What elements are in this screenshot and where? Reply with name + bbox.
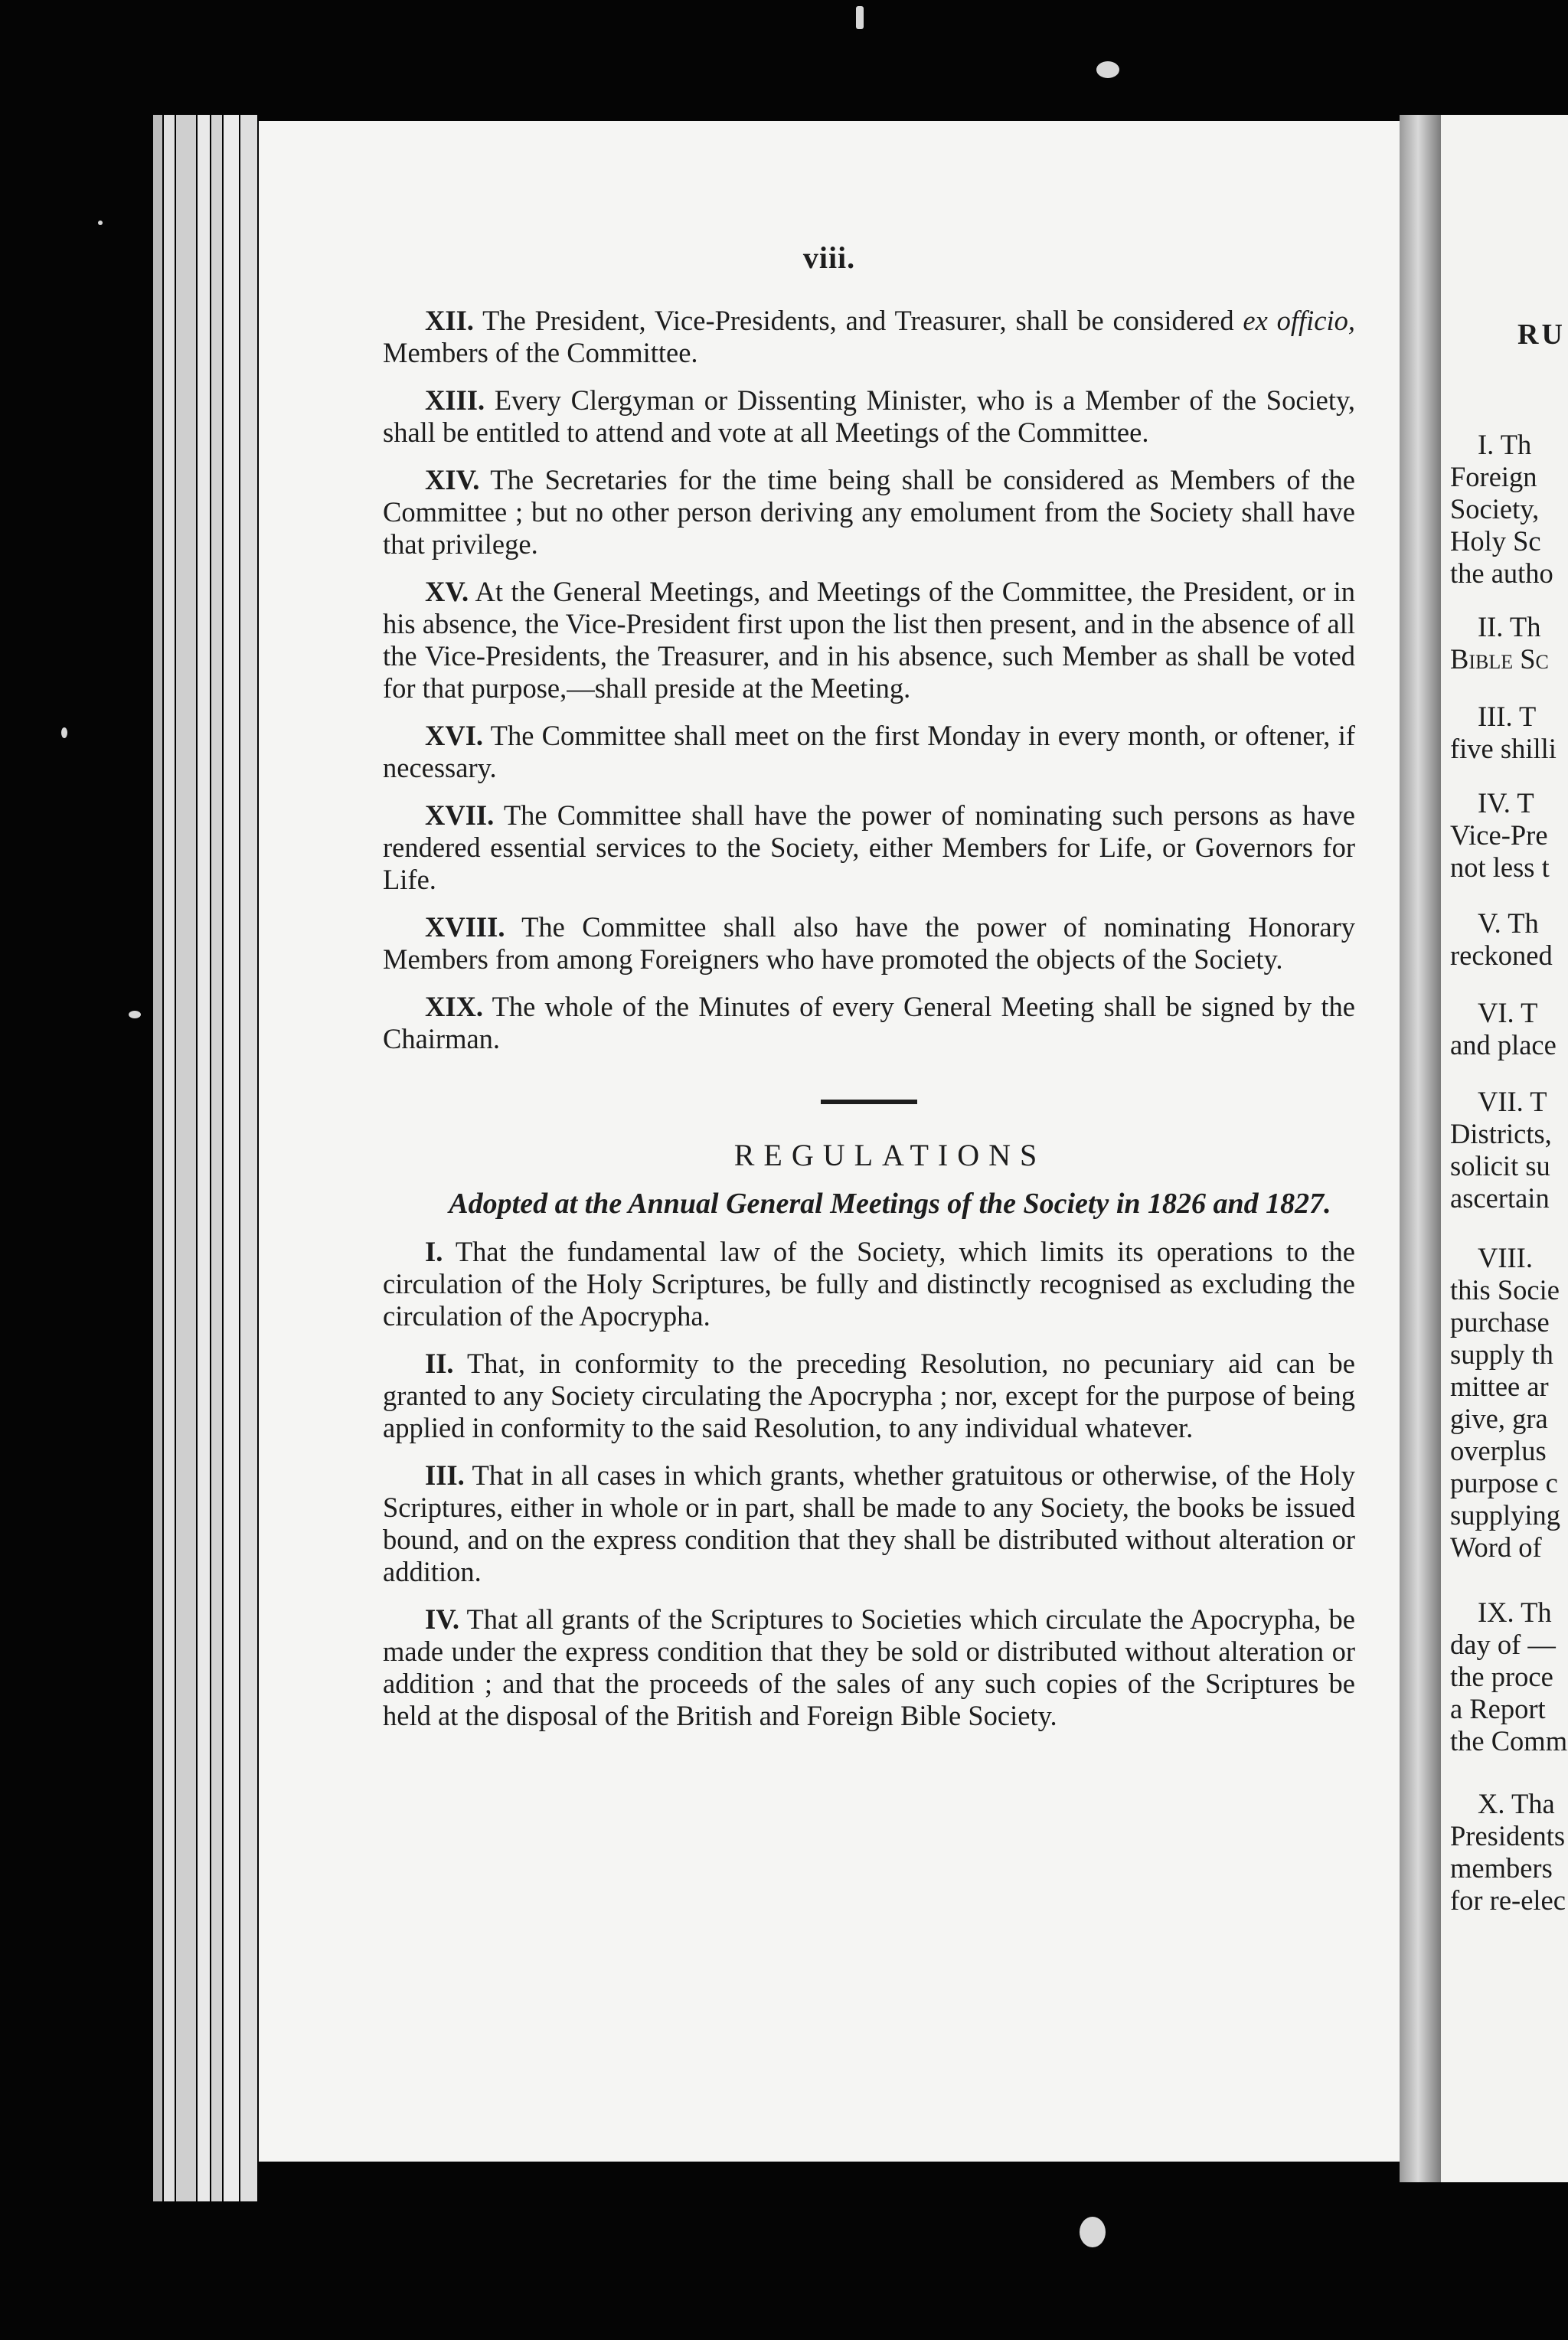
- facing-line: overplus: [1450, 1435, 1547, 1466]
- facing-line: purpose c: [1450, 1467, 1558, 1498]
- rule-number: XVII.: [425, 799, 495, 831]
- rule-number: XIX.: [425, 991, 484, 1022]
- facing-line: members: [1450, 1852, 1553, 1884]
- page-edge: [153, 115, 162, 2201]
- facing-page-heading: RU: [1517, 319, 1566, 351]
- rule-number: XIV.: [425, 464, 480, 495]
- facing-line: Word of: [1450, 1531, 1542, 1563]
- regulation-number: II.: [425, 1348, 454, 1379]
- facing-line: reckoned: [1450, 940, 1553, 971]
- regulation-number: III.: [425, 1459, 465, 1491]
- rule-number: XIII.: [425, 384, 485, 416]
- facing-line: the proce: [1450, 1661, 1553, 1692]
- rule-text: Every Clergyman or Dissenting Minister, who is a Member of the Society, shall be entitled to attend and vote at all Meetings of the Committee.: [383, 384, 1356, 448]
- book-page: [259, 121, 1400, 2162]
- regulations-subheading: Adopted at the Annual General Meetings of the Society in 1826 and 1827.: [449, 1188, 1331, 1220]
- dust-speck: [1096, 61, 1119, 78]
- regulation-text: That the fundamental law of the Society, which limits its operations to the circulation of the Holy Scriptures, be fully and distinctly recognised as excluding the circulation of the Apocrypha.: [383, 1236, 1355, 1332]
- regulation-paragraph: [383, 1236, 1355, 1332]
- facing-line: IV. T: [1478, 787, 1534, 819]
- rule-text-italic: ex officio,: [1243, 305, 1355, 336]
- facing-line: Foreign: [1450, 461, 1537, 492]
- facing-line: Districts,: [1450, 1118, 1552, 1149]
- facing-line: and place: [1450, 1029, 1557, 1061]
- facing-line: for re-elec: [1450, 1884, 1566, 1916]
- facing-line: V. Th: [1478, 907, 1539, 939]
- facing-line: ascertain: [1450, 1182, 1550, 1214]
- dust-speck: [856, 6, 864, 29]
- page-edge: [240, 115, 257, 2201]
- facing-line: II. Th: [1478, 611, 1541, 642]
- facing-line: Bible Sc: [1450, 643, 1549, 675]
- facing-line: solicit su: [1450, 1150, 1550, 1181]
- rule-number: XII.: [425, 305, 474, 336]
- regulation-paragraph: [383, 1459, 1355, 1588]
- rule-number: XVIII.: [425, 911, 505, 943]
- facing-line: Society,: [1450, 493, 1540, 525]
- rule-text: At the General Meetings, and Meetings of the Committee, the President, or in his absence, the Vice-President first upon the list then present, and in the absence of all the Vice-Presidents, the Treasurer, and in his absence, such Member as shall be voted for that purpose,—shall preside at the Meeting.: [383, 576, 1355, 704]
- facing-line: Vice-Pre: [1450, 819, 1548, 851]
- rule-paragraph: [383, 384, 1355, 449]
- facing-line: Presidents: [1450, 1820, 1566, 1851]
- rule-number: XVI.: [425, 720, 484, 751]
- rule-text: The whole of the Minutes of every General Meeting shall be signed by the Chairman.: [383, 991, 1355, 1054]
- rule-paragraph: [383, 576, 1355, 704]
- facing-line: five shilli: [1450, 733, 1557, 764]
- facing-line: III. T: [1478, 701, 1537, 732]
- facing-line: day of —: [1450, 1629, 1556, 1660]
- facing-line: IX. Th: [1478, 1596, 1552, 1628]
- facing-line: this Socie: [1450, 1274, 1560, 1306]
- rule-paragraph: [383, 991, 1355, 1055]
- regulation-number: IV.: [425, 1603, 459, 1635]
- book-gutter: [1400, 115, 1441, 2182]
- rule-paragraph: [383, 720, 1355, 784]
- facing-page: [1441, 115, 1568, 2182]
- rule-text: The Committee shall also have the power of nominating Honorary Members from among Foreigners who have promoted the objects of the Society.: [383, 911, 1355, 975]
- rule-text: The President, Vice-Presidents, and Treasurer, shall be considered: [482, 305, 1243, 336]
- dust-speck: [98, 221, 103, 225]
- rule-paragraph: [383, 464, 1355, 560]
- facing-line: supply th: [1450, 1338, 1553, 1370]
- page-edge: [211, 115, 222, 2201]
- facing-line: VIII.: [1478, 1242, 1533, 1273]
- regulation-paragraph: [383, 1348, 1355, 1444]
- facing-line: supplying: [1450, 1499, 1560, 1531]
- rule-paragraph: [383, 799, 1355, 896]
- rule-text: The Committee shall meet on the first Monday in every month, or oftener, if necessary.: [383, 720, 1355, 783]
- page-number: viii.: [802, 240, 856, 275]
- facing-line: I. Th: [1478, 429, 1532, 460]
- facing-line: VII. T: [1478, 1086, 1547, 1117]
- rule-number: XV.: [425, 576, 469, 607]
- facing-line: Holy Sc: [1450, 525, 1541, 557]
- page-edge: [164, 115, 175, 2201]
- text-column: [383, 305, 1355, 1732]
- facing-line: the autho: [1450, 557, 1553, 589]
- rule-text: The Committee shall have the power of nominating such persons as have rendered essential services to the Society, either Members for Life, or Governors for Life.: [383, 799, 1356, 895]
- dust-speck: [1080, 2217, 1106, 2247]
- facing-line: not less t: [1450, 851, 1550, 883]
- rule-paragraph: [383, 911, 1355, 976]
- rule-paragraph: [383, 305, 1355, 369]
- facing-line: a Report: [1450, 1693, 1546, 1724]
- dust-speck: [129, 1011, 141, 1018]
- regulation-text: That, in conformity to the preceding Resolution, no pecuniary aid can be granted to any Society circulating the Apocrypha ; nor, except for the purpose of being applied in conformity to the said Resolution, to any individual whatever.: [383, 1348, 1355, 1443]
- section-divider: [821, 1100, 917, 1104]
- dust-speck: [61, 727, 67, 738]
- facing-line: give, gra: [1450, 1403, 1548, 1434]
- page-edge: [224, 115, 239, 2201]
- regulations-heading: REGULATIONS: [733, 1138, 1047, 1172]
- regulation-text: That all grants of the Scriptures to Societies which circulate the Apocrypha, be made under the express condition that they be sold or distributed without alteration or addition ; and that the proceeds of the sales of any such copies of the Scriptures be held at the disposal of the British and Foreign Bible Society.: [383, 1603, 1355, 1731]
- regulation-text: That in all cases in which grants, whether gratuitous or otherwise, of the Holy Scriptures, either in whole or in part, shall be made to any Society, the books be issued bound, and on the express condition that they shall be distributed without alteration or addition.: [383, 1459, 1356, 1587]
- regulation-number: I.: [425, 1236, 443, 1267]
- facing-line: the Comm: [1450, 1725, 1568, 1757]
- facing-line: purchase: [1450, 1306, 1550, 1338]
- rule-text: The Secretaries for the time being shall be considered as Members of the Committee ; but no other person deriving any emolument from the Society shall have that privilege.: [383, 464, 1356, 560]
- regulation-paragraph: [383, 1603, 1355, 1732]
- facing-line: mittee ar: [1450, 1371, 1549, 1402]
- page-edge: [176, 115, 196, 2201]
- facing-line: X. Tha: [1478, 1788, 1555, 1819]
- page-edge: [198, 115, 210, 2201]
- rule-text: Members of the Committee.: [383, 337, 698, 368]
- facing-line: VI. T: [1478, 997, 1538, 1028]
